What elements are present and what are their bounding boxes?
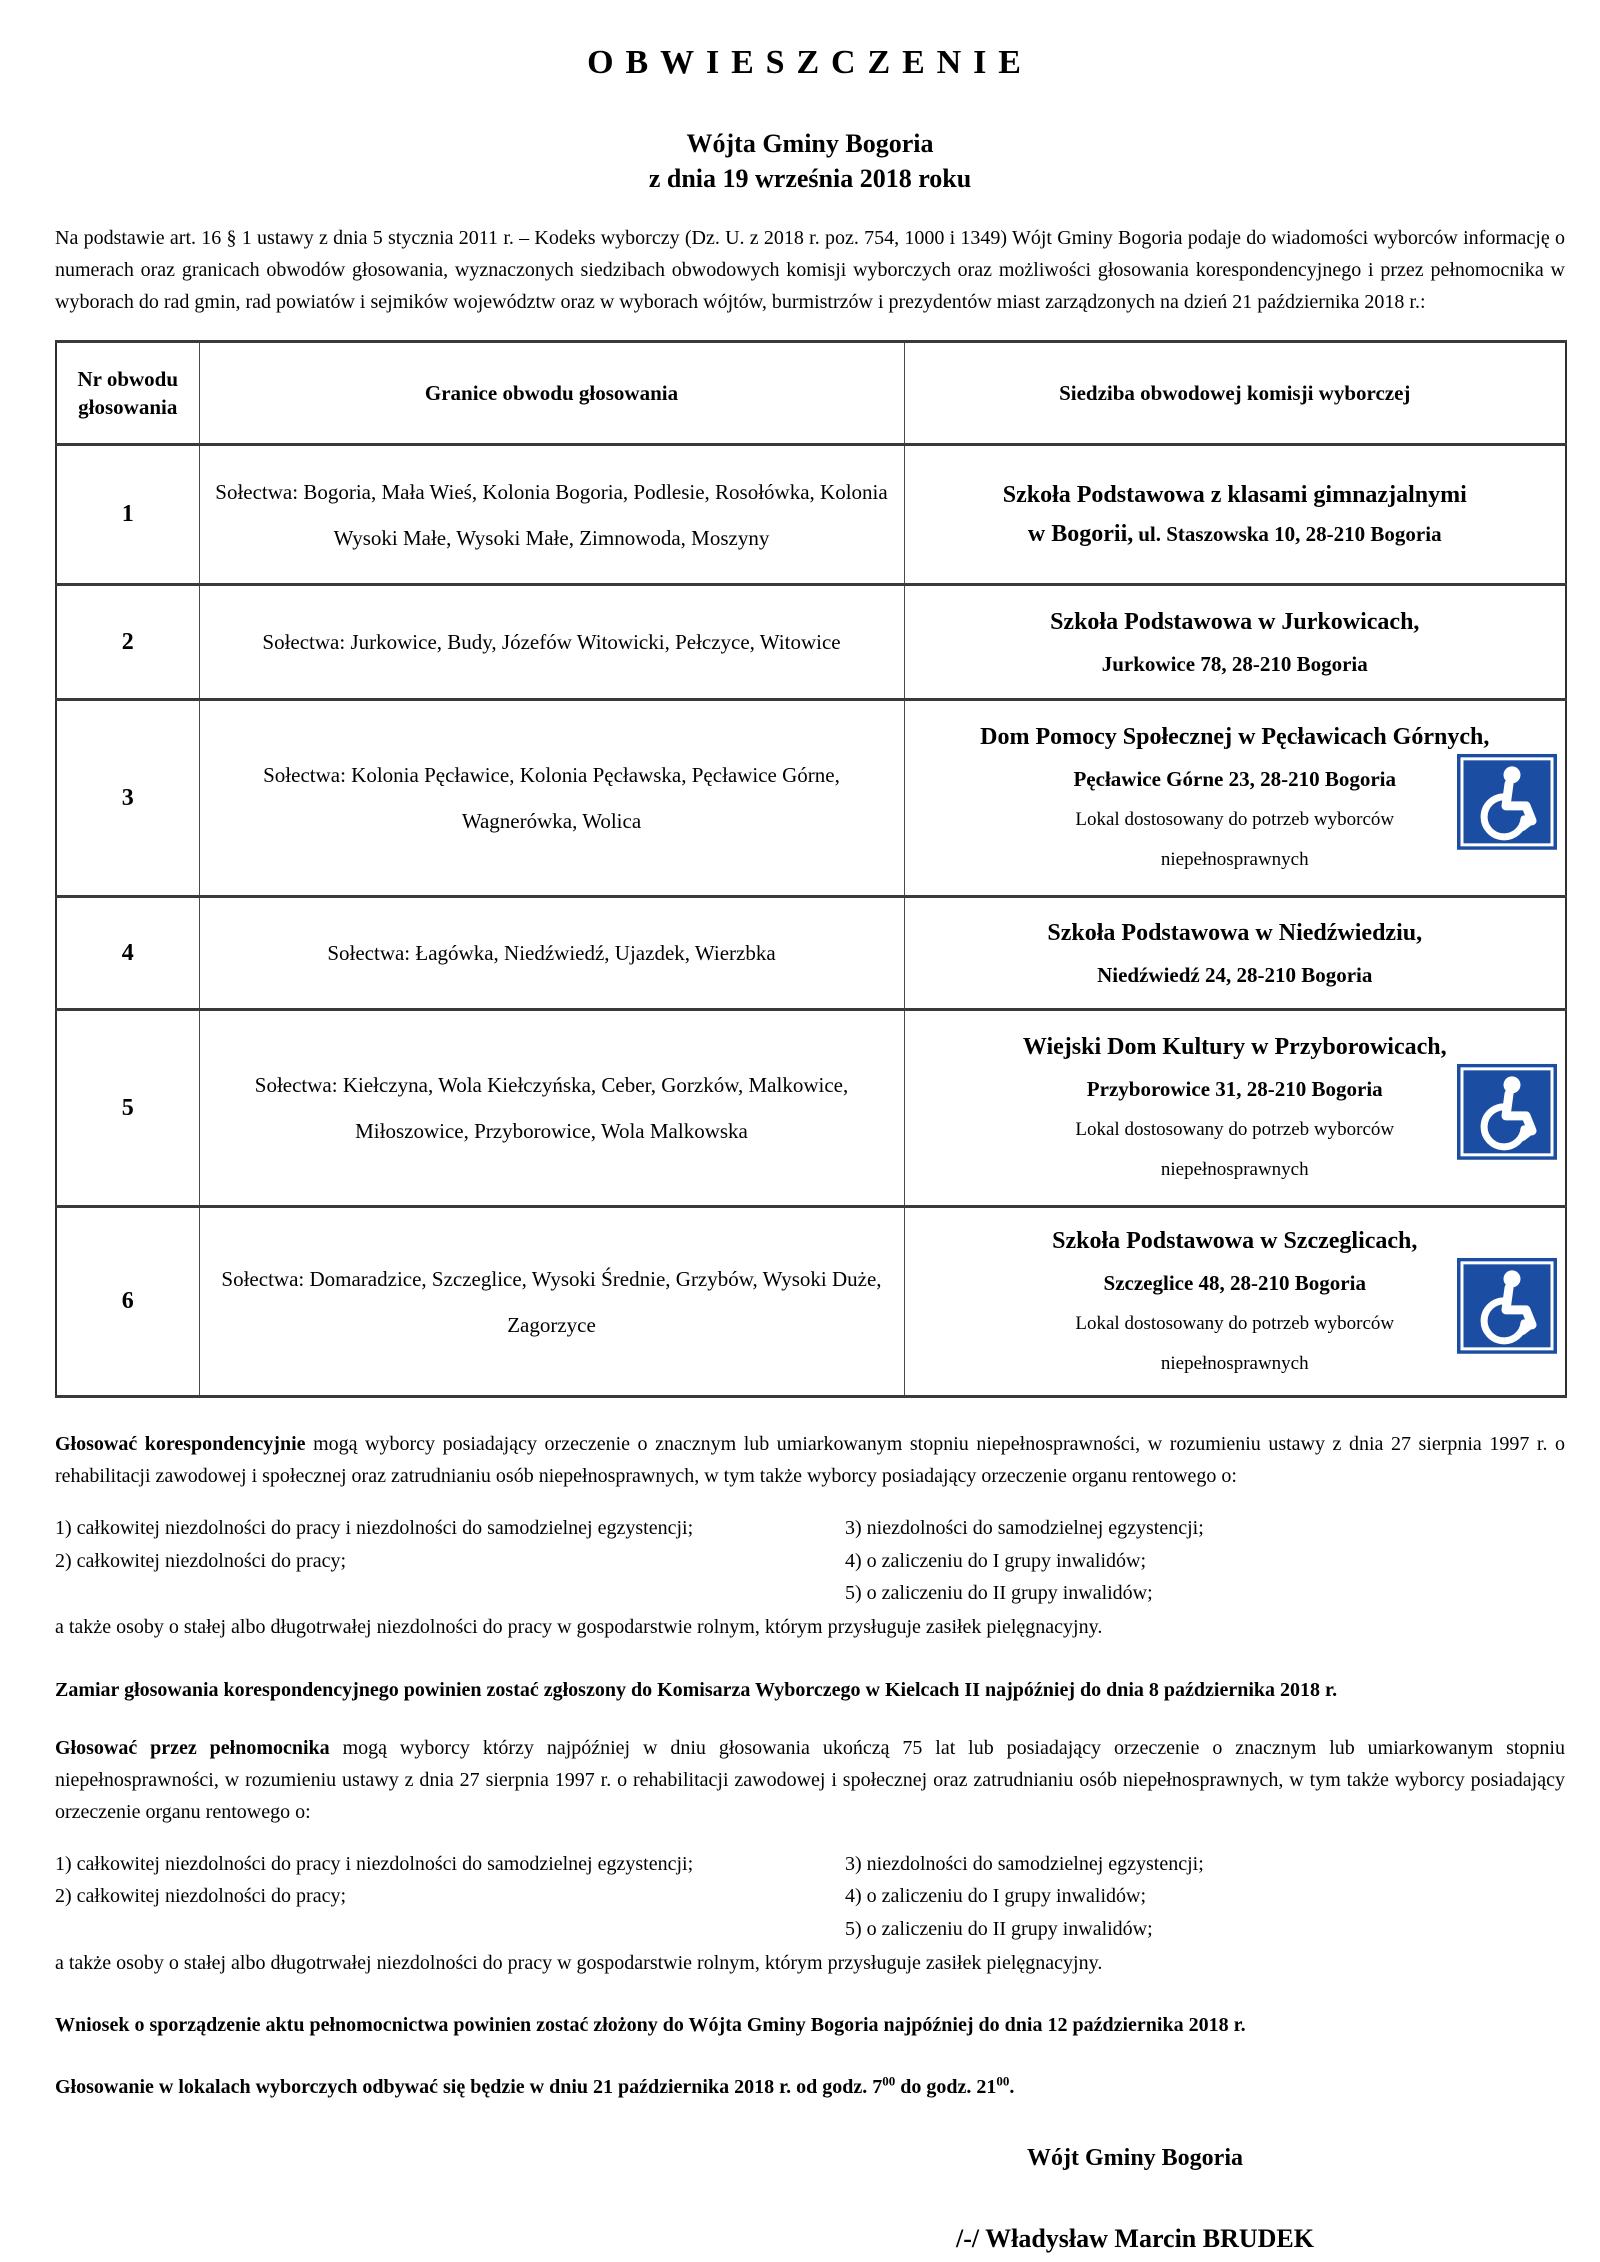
- list-item: 3) niezdolności do samodzielnej egzystencji;: [845, 1517, 1204, 1540]
- seat-name: Szkoła Podstawowa w Jurkowicach,: [1050, 609, 1420, 636]
- table-header-row: [56, 342, 1566, 445]
- table-row: [56, 897, 1566, 1010]
- seat-name-2: w Bogorii,: [1027, 520, 1134, 547]
- list-right-column: [845, 1512, 1565, 1609]
- list-item: 5) o zaliczeniu do II grupy inwalidów;: [845, 1581, 1153, 1604]
- list-footer: a także osoby o stałej albo długotrwałej niezdolności do pracy w gospodarstwie rolnym, którym przysługuje zasiłek pielęgnacyjny.: [55, 1616, 1103, 1639]
- signature-block: [825, 2145, 1445, 2254]
- table-row: [56, 585, 1566, 700]
- commission-seat: [904, 1207, 1566, 1397]
- list-left-column: [55, 1848, 790, 1945]
- glosowanie-paragraph: [55, 2071, 1565, 2103]
- list-item: 4) o zaliczeniu do I grupy inwalidów;: [845, 1885, 1147, 1908]
- disability-list: [55, 1512, 1565, 1609]
- seat-address: Szczeglice 48, 28-210 Bogoria: [1103, 1270, 1366, 1295]
- hours-superscript: 00: [882, 2073, 896, 2089]
- seat-address: Niedźwiedź 24, 28-210 Bogoria: [1097, 963, 1373, 988]
- table-row: [56, 1010, 1566, 1207]
- district-boundaries: Sołectwa: Domaradzice, Szczeglice, Wysoki Średnie, Grzybów, Wysoki Duże, Zagorzyce: [199, 1207, 904, 1397]
- page-title: OBWIESZCZENIE: [587, 44, 1033, 81]
- table-row: [56, 1207, 1566, 1397]
- district-boundaries: Sołectwa: Jurkowice, Budy, Józefów Witowicki, Pełczyce, Witowice: [199, 585, 904, 700]
- seat-name: Szkoła Podstawowa w Szczeglicach,: [1052, 1227, 1418, 1254]
- accessibility-note: Lokal dostosowany do potrzeb wyborców niepełnosprawnych: [1075, 809, 1395, 871]
- list-left-column: [55, 1512, 790, 1609]
- column-header-granice: Granice obwodu głosowania: [199, 342, 904, 445]
- document-subtitle: [55, 126, 1565, 196]
- list-right-column: [845, 1848, 1565, 1945]
- wheelchair-icon: [1457, 754, 1557, 850]
- district-number: 2: [56, 585, 199, 700]
- commission-seat: [904, 700, 1566, 897]
- commission-seat: [904, 445, 1566, 585]
- district-number: 6: [56, 1207, 199, 1397]
- hours-part-2: do godz. 21: [895, 2076, 997, 2099]
- district-boundaries: Sołectwa: Łagówka, Niedźwiedź, Ujazdek, Wierzbka: [199, 897, 904, 1010]
- wheelchair-icon: [1457, 1064, 1557, 1160]
- list-item: 1) całkowitej niezdolności do pracy i niezdolności do samodzielnej egzystencji;: [55, 1517, 694, 1540]
- hours-superscript: 00: [996, 2073, 1010, 2089]
- paragraph-lead: Głosować korespondencyjnie: [55, 1433, 306, 1456]
- list-item: 5) o zaliczeniu do II grupy inwalidów;: [845, 1917, 1153, 1940]
- korespondencyjnie-paragraph: [55, 1428, 1565, 1492]
- hours-part-1: Głosowanie w lokalach wyborczych odbywać się będzie w dniu 21 października 2018 r. od godz. 7: [55, 2076, 883, 2099]
- list-item: 2) całkowitej niezdolności do pracy;: [55, 1885, 347, 1908]
- seat-address: Przyborowice 31, 28-210 Bogoria: [1086, 1077, 1383, 1102]
- accessibility-note: Lokal dostosowany do potrzeb wyborców niepełnosprawnych: [1075, 1312, 1395, 1374]
- pelnomocnik-paragraph: [55, 1732, 1565, 1828]
- seat-address-line: [915, 521, 1556, 548]
- signature-role: Wójt Gminy Bogoria: [1027, 2145, 1243, 2172]
- signature-name: /-/ Władysław Marcin BRUDEK: [955, 2224, 1314, 2254]
- polling-districts-table: [55, 340, 1567, 1398]
- district-number: 3: [56, 700, 199, 897]
- table-row: [56, 445, 1566, 585]
- column-header-nr: Nr obwodu głosowania: [56, 342, 199, 445]
- accessibility-note: Lokal dostosowany do potrzeb wyborców niepełnosprawnych: [1075, 1119, 1395, 1181]
- seat-address: Jurkowice 78, 28-210 Bogoria: [1101, 652, 1368, 677]
- commission-seat: [904, 585, 1566, 700]
- seat-name: Dom Pomocy Społecznej w Pęcławicach Górnych,: [980, 724, 1490, 751]
- seat-name: Wiejski Dom Kultury w Przyborowicach,: [1022, 1034, 1447, 1061]
- seat-name: Szkoła Podstawowa w Niedźwiedziu,: [1047, 920, 1423, 947]
- date-line: z dnia 19 września 2018 roku: [648, 164, 972, 194]
- table-row: [56, 700, 1566, 897]
- district-number: 1: [56, 445, 199, 585]
- district-boundaries: Sołectwa: Bogoria, Mała Wieś, Kolonia Bogoria, Podlesie, Rosołówka, Kolonia Wysoki Małe, Wysoki Małe, Zimnowoda, Moszyny: [199, 445, 904, 585]
- list-item: 4) o zaliczeniu do I grupy inwalidów;: [845, 1549, 1147, 1572]
- intro-paragraph: Na podstawie art. 16 § 1 ustawy z dnia 5 stycznia 2011 r. – Kodeks wyborczy (Dz. U. z 2018 r. poz. 754, 1000 i 1349) Wójt Gminy Bogoria podaje do wiadomości wyborców informację o numerach oraz granicach obwodów głosowania, wyznaczonych siedzibach obwodowych komisji wyborczych oraz możliwości głosowania korespondencyjnego i przez pełnomocnika w wyborach do rad gmin, rad powiatów i sejmików województw oraz w wyborach wójtów, burmistrzów i prezydentów miast zarządzonych na dzień 21 października 2018 r.:: [55, 227, 1565, 314]
- list-item: 3) niezdolności do samodzielnej egzystencji;: [845, 1852, 1204, 1875]
- column-header-siedziba: Siedziba obwodowej komisji wyborczej: [904, 342, 1566, 445]
- seat-address: ul. Staszowska 10, 28-210 Bogoria: [1138, 521, 1442, 546]
- zamiar-paragraph: Zamiar głosowania korespondencyjnego powinien zostać zgłoszony do Komisarza Wyborczego w Kielcach II najpóźniej do dnia 8 października 2018 r.: [55, 1678, 1338, 1701]
- commission-seat: [904, 1010, 1566, 1207]
- seat-address: Pęcławice Górne 23, 28-210 Bogoria: [1073, 767, 1396, 792]
- commission-seat: [904, 897, 1566, 1010]
- wniosek-paragraph: Wniosek o sporządzenie aktu pełnomocnictwa powinien zostać złożony do Wójta Gminy Bogoria najpóźniej do dnia 12 października 2018 r.: [55, 2014, 1246, 2037]
- wheelchair-icon: [1457, 1258, 1557, 1354]
- district-number: 4: [56, 897, 199, 1010]
- district-boundaries: Sołectwa: Kiełczyna, Wola Kiełczyńska, Ceber, Gorzków, Malkowice, Miłoszowice, Przyborowice, Wola Malkowska: [199, 1010, 904, 1207]
- paragraph-lead: Głosować przez pełnomocnika: [55, 1736, 330, 1759]
- paragraph-rest: mogą wyborcy którzy najpóźniej w dniu głosowania ukończą 75 lat lub posiadający orzeczenie o znacznym lub umiarkowanym stopniu niepełnosprawności, w rozumieniu ustawy z dnia 27 sierpnia 1997 r. o rehabilitacji zawodowej i społecznej oraz zatrudnianiu osób niepełnosprawnych, w tym także wyborcy posiadający orzeczenie organu rentowego o:: [55, 1736, 1565, 1823]
- disability-list: [55, 1848, 1565, 1945]
- district-boundaries: Sołectwa: Kolonia Pęcławice, Kolonia Pęcławska, Pęcławice Górne, Wagnerówka, Wolica: [199, 700, 904, 897]
- list-footer: a także osoby o stałej albo długotrwałej niezdolności do pracy w gospodarstwie rolnym, którym przysługuje zasiłek pielęgnacyjny.: [55, 1951, 1103, 1974]
- issuer-line: Wójta Gminy Bogoria: [686, 129, 934, 158]
- seat-name: Szkoła Podstawowa z klasami gimnazjalnymi: [1002, 481, 1467, 508]
- list-item: 2) całkowitej niezdolności do pracy;: [55, 1549, 347, 1572]
- paragraph-rest: mogą wyborcy posiadający orzeczenie o znacznym lub umiarkowanym stopniu niepełnosprawności, w rozumieniu ustawy z dnia 27 sierpnia 1997 r. o rehabilitacji zawodowej i społecznej oraz zatrudnianiu osób niepełnosprawnych, w tym także wyborcy posiadający orzeczenie organu rentowego o:: [55, 1433, 1565, 1488]
- list-item: 1) całkowitej niezdolności do pracy i niezdolności do samodzielnej egzystencji;: [55, 1852, 694, 1875]
- hours-part-3: .: [1009, 2076, 1015, 2099]
- district-number: 5: [56, 1010, 199, 1207]
